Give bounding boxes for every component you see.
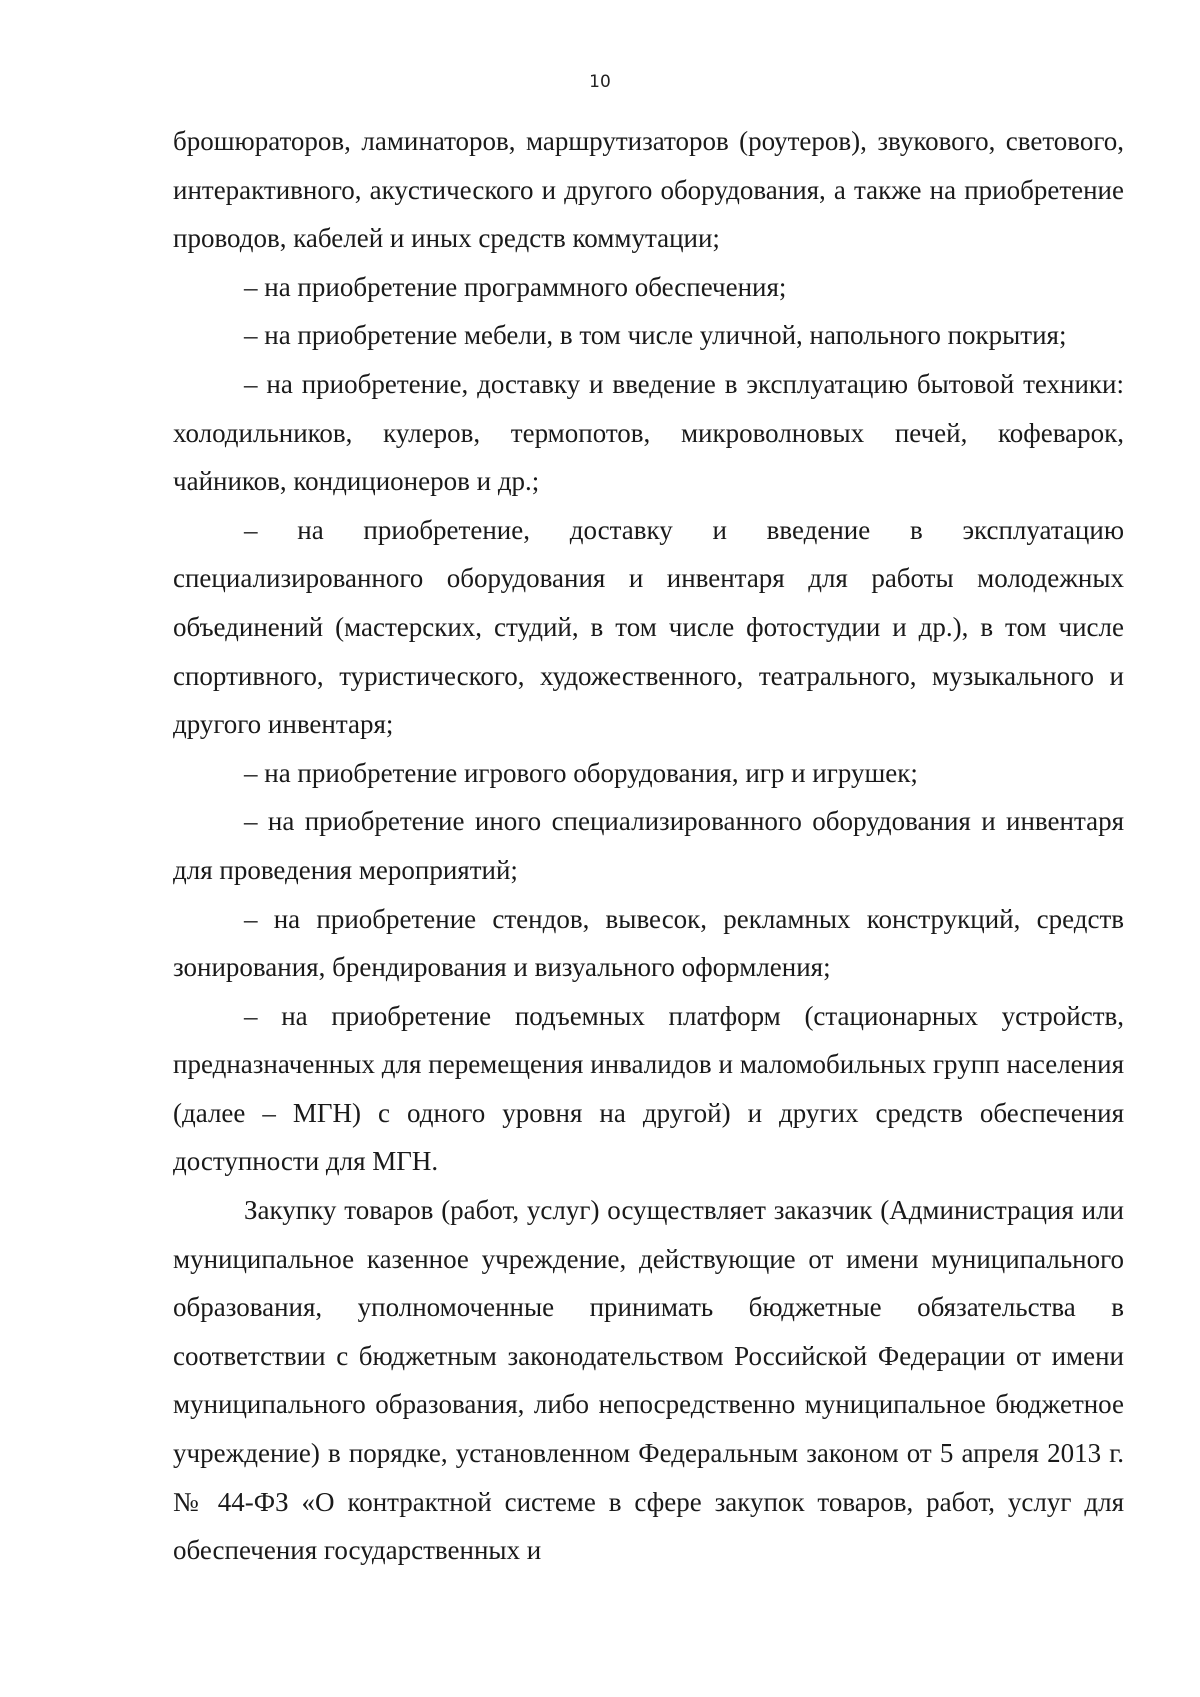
document-body [173,117,1124,1575]
list-item-specialized-equipment: – на приобретение, доставку и введение в эксплуатацию специализированного оборудования и инвентаря для работы молодежных объединений (мастерских, студий, в том числе фотостудии и др.), в том числе спортивного, туристического, художественного, театрального, музыкального и другого инвентаря; [173,514,1124,740]
list-item-lifting-platforms: – на приобретение подъемных платформ (стационарных устройств, предназначенных для перемещения инвалидов и маломобильных групп населения (далее – МГН) с одного уровня на другой) и других средств обеспечения доступности для МГН. [173,1000,1124,1177]
list-item-stands: – на приобретение стендов, вывесок, рекламных конструкций, средств зонирования, брендирования и визуального оформления; [173,903,1124,983]
paragraph-continuation: брошюраторов, ламинаторов, маршрутизаторов (роутеров), звукового, светового, интерактивного, акустического и другого оборудования, а также на приобретение проводов, кабелей и иных средств коммутации; [173,126,1124,254]
list-item-furniture: – на приобретение мебели, в том числе уличной, напольного покрытия; [244,320,1067,351]
page-number: 10 [589,72,611,92]
list-item-games: – на приобретение игрового оборудования, игр и игрушек; [244,757,918,788]
list-item-software: – на приобретение программного обеспечения; [244,271,787,302]
list-item-event-equipment: – на приобретение иного специализированного оборудования и инвентаря для проведения мероприятий; [173,806,1124,885]
list-item-appliances: – на приобретение, доставку и введение в эксплуатацию бытовой техники: холодильников, кулеров, термопотов, микроволновых печей, кофеварок, чайников, кондиционеров и др.; [173,368,1124,497]
paragraph-procurement: Закупку товаров (работ, услуг) осуществляет заказчик (Администрация или муниципальное казенное учреждение, действующие от имени муниципального образования, уполномоченные принимать бюджетные обязательства в соответствии с бюджетным законодательством Российской Федерации от имени муниципального образования, либо непосредственно муниципальное бюджетное учреждение) в порядке, установленном Федеральным законом от 5 апреля 2013 г. № 44-ФЗ «О контрактной системе в сфере закупок товаров, работ, услуг для обеспечения государственных и [173,1195,1124,1566]
